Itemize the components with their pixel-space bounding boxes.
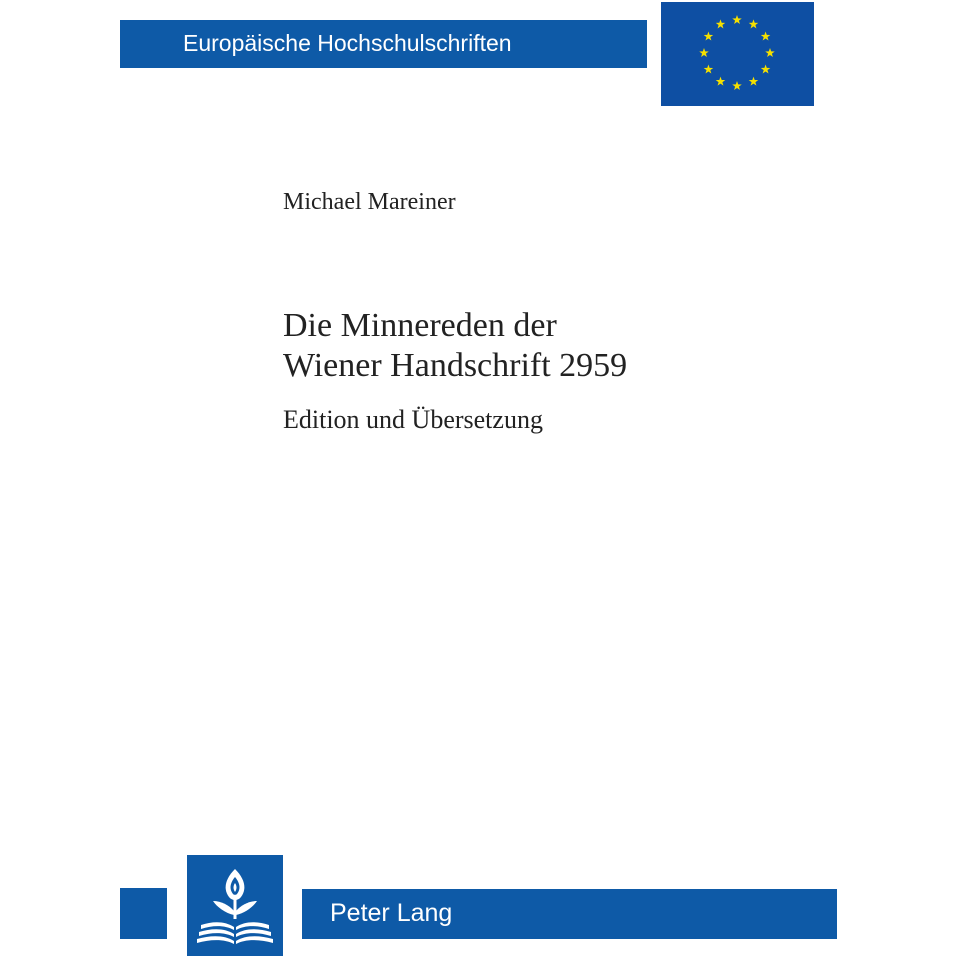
author-name: Michael Mareiner [283,189,456,215]
book-title-line-1: Die Minnereden der [283,307,557,344]
star-icon [704,32,714,41]
book-title-line-2: Wiener Handschrift 2959 [283,347,628,384]
book-title [283,306,627,386]
eu-flag-icon [661,2,814,106]
publisher-banner [302,889,837,939]
publisher-name: Peter Lang [330,899,453,927]
star-icon [749,19,759,28]
series-banner [120,20,647,68]
decorative-square [120,888,167,939]
star-icon [732,15,742,24]
star-icon [716,77,726,86]
star-icon [704,65,714,74]
publisher-logo-icon [187,855,283,956]
star-icon [761,32,771,41]
star-icon [699,48,709,57]
star-icon [749,77,759,86]
book-subtitle: Edition und Übersetzung [283,405,543,434]
star-icon [765,48,775,57]
star-icon [761,65,771,74]
eu-stars-icon [661,2,814,106]
star-icon [732,81,742,90]
publisher-logo-graphic [187,855,283,956]
star-icon [716,19,726,28]
series-title: Europäische Hochschulschriften [183,30,512,56]
